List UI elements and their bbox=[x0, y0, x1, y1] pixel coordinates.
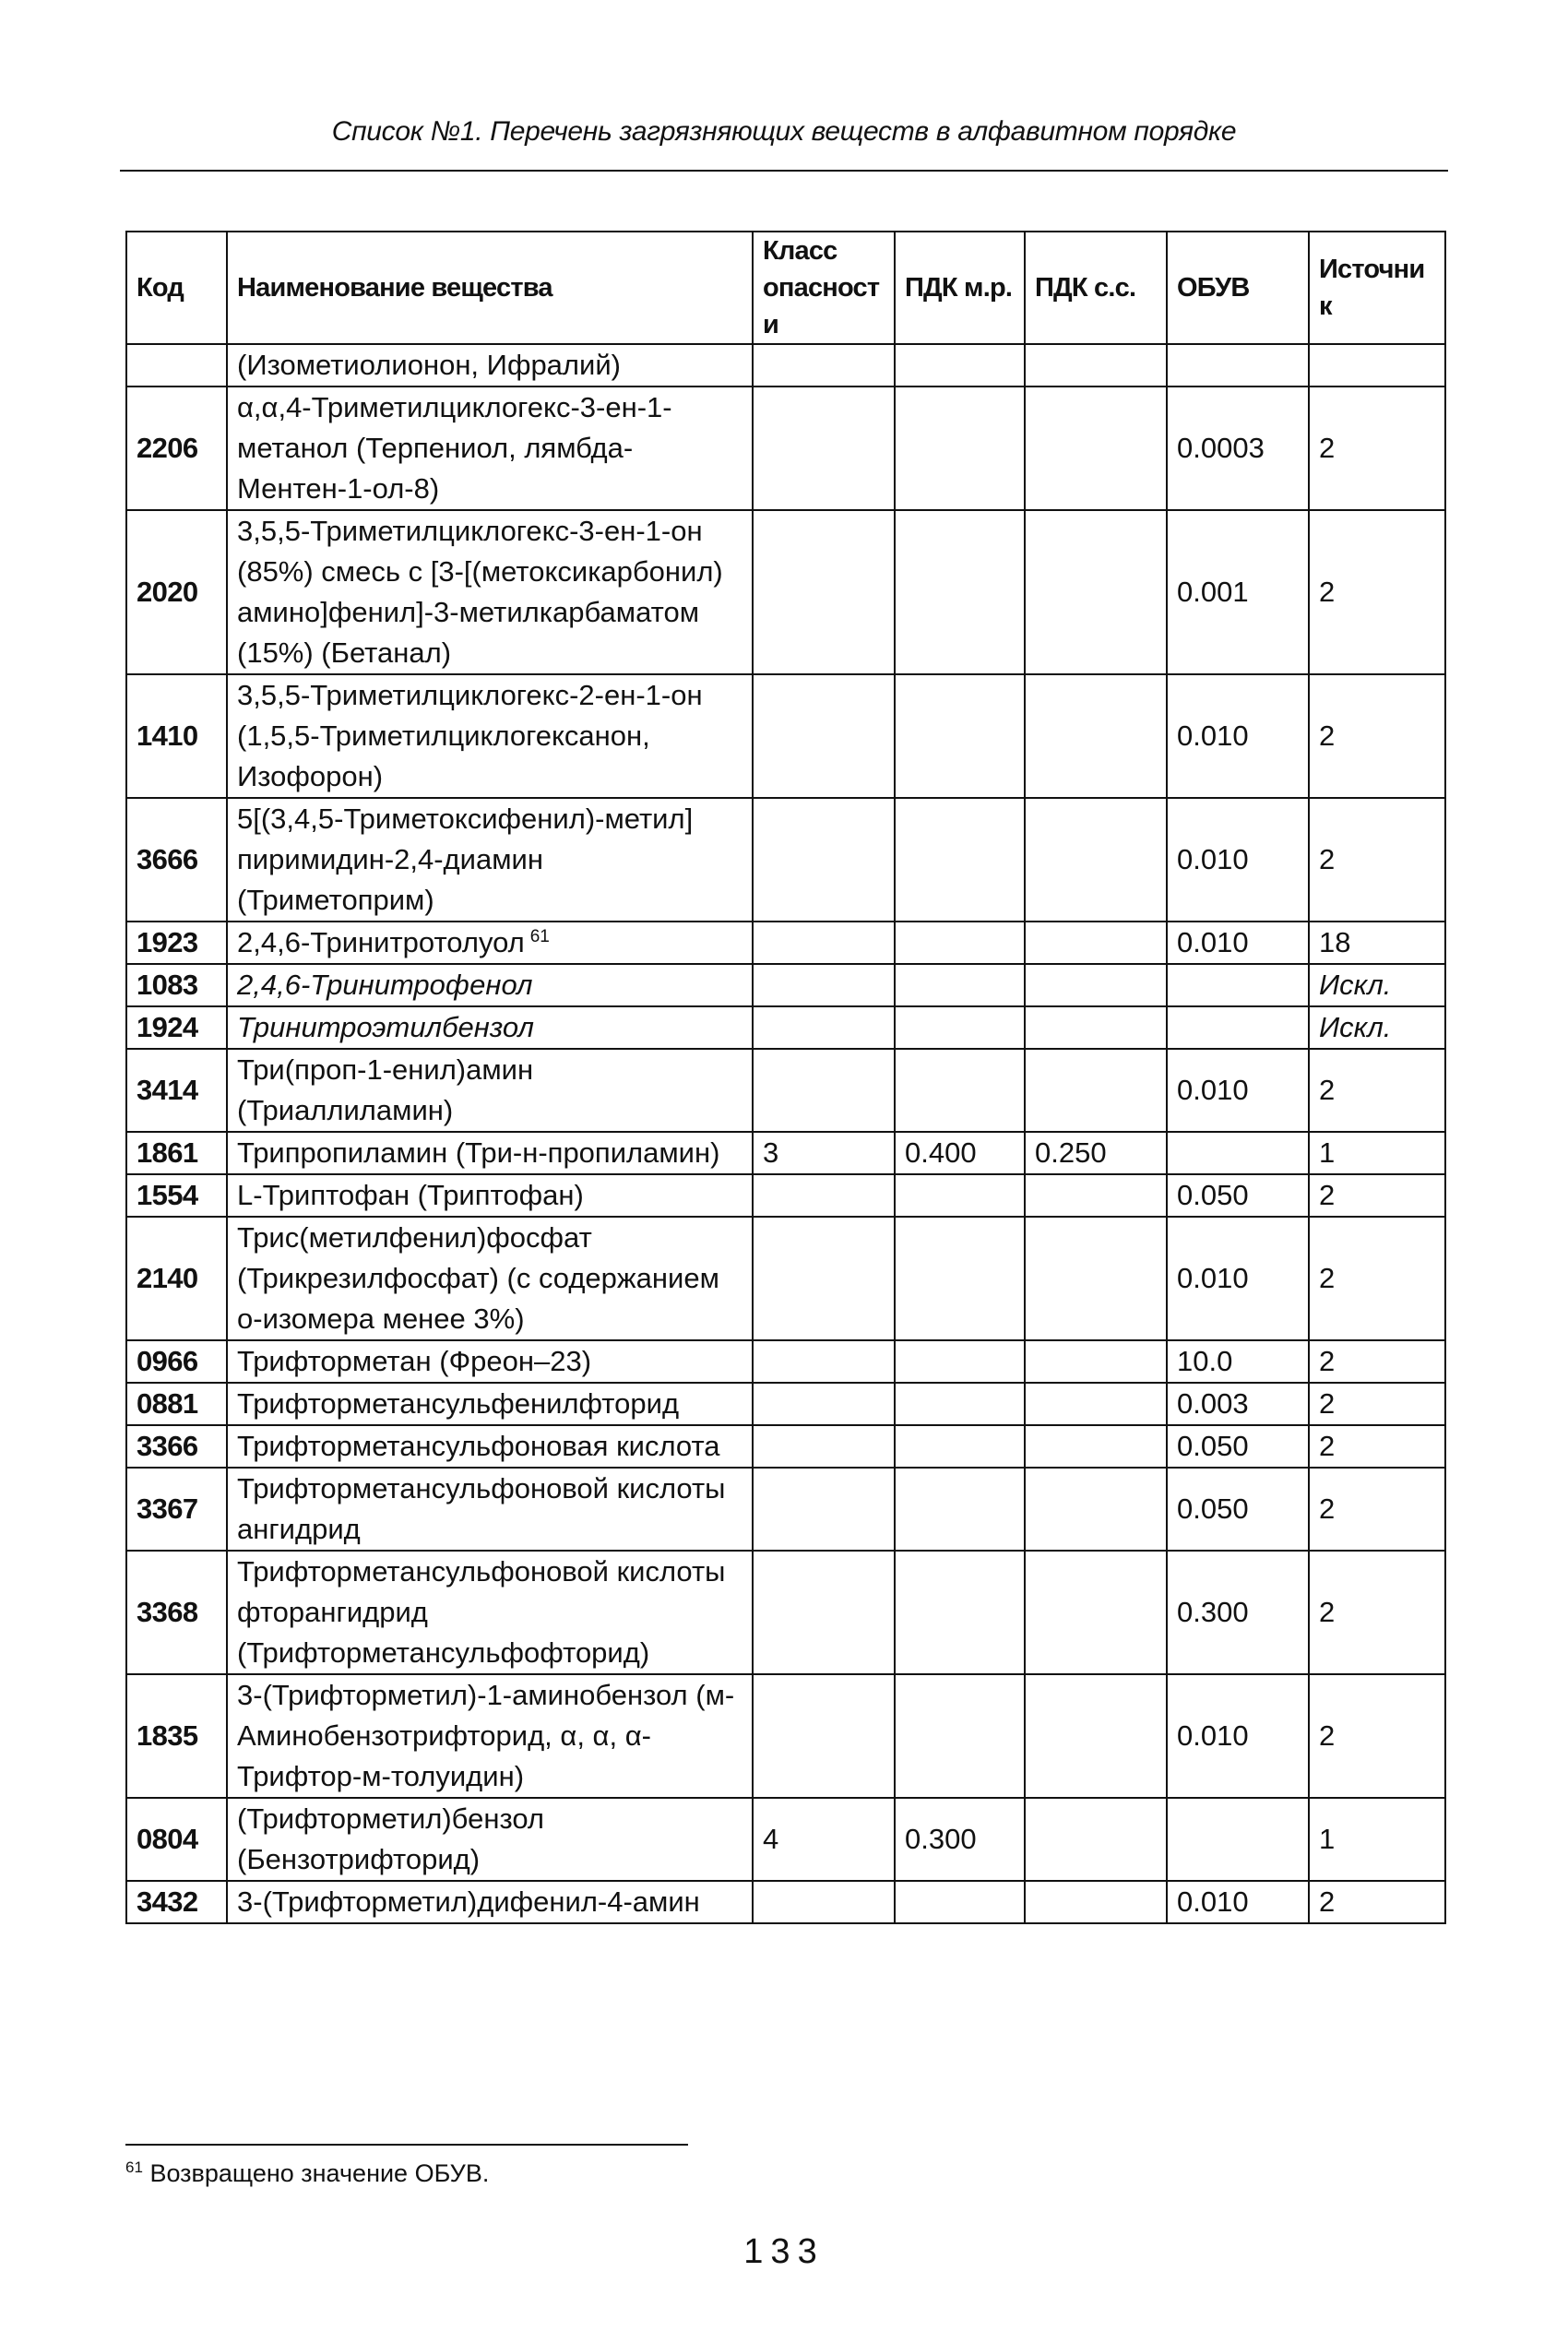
cell-name bbox=[227, 1174, 753, 1217]
cell-pdk-mr bbox=[895, 1383, 1025, 1425]
cell-obuv bbox=[1167, 1340, 1309, 1383]
table-row bbox=[126, 1881, 1445, 1923]
cell-name bbox=[227, 1132, 753, 1174]
cell-name bbox=[227, 1425, 753, 1468]
cell-code bbox=[126, 1174, 227, 1217]
cell-code bbox=[126, 1383, 227, 1425]
cell-obuv bbox=[1167, 387, 1309, 510]
cell-hazard-class bbox=[753, 1798, 895, 1881]
cell-pdk-ss bbox=[1025, 1383, 1167, 1425]
cell-hazard-class bbox=[753, 1383, 895, 1425]
cell-hazard-class bbox=[753, 1468, 895, 1551]
header-source: Источник bbox=[1309, 232, 1445, 344]
cell-code bbox=[126, 387, 227, 510]
cell-source bbox=[1309, 798, 1445, 922]
cell-obuv bbox=[1167, 510, 1309, 674]
cell-hazard-class bbox=[753, 1132, 895, 1174]
cell-code-text: 1410 bbox=[137, 720, 198, 752]
cell-name bbox=[227, 1551, 753, 1674]
cell-hazard-class bbox=[753, 798, 895, 922]
cell-code-text: 3366 bbox=[137, 1430, 198, 1462]
cell-name bbox=[227, 1798, 753, 1881]
cell-code bbox=[126, 1425, 227, 1468]
cell-obuv-text: 0.050 bbox=[1177, 1493, 1249, 1525]
cell-code-text: 3432 bbox=[137, 1885, 198, 1918]
cell-source bbox=[1309, 344, 1445, 387]
cell-obuv-text: 0.050 bbox=[1177, 1179, 1249, 1211]
cell-code bbox=[126, 922, 227, 964]
table-row bbox=[126, 1551, 1445, 1674]
footnote-text: Возвращено значение ОБУВ. bbox=[149, 2159, 490, 2187]
cell-name-text: Трифторметансульфоновой кислоты ангидрид bbox=[237, 1472, 726, 1545]
cell-code-text: 2020 bbox=[137, 576, 198, 608]
cell-obuv-text: 10.0 bbox=[1177, 1345, 1233, 1377]
cell-name-text: Трифторметан (Фреон–23) bbox=[237, 1345, 592, 1377]
cell-obuv bbox=[1167, 1551, 1309, 1674]
cell-code-text: 0804 bbox=[137, 1823, 198, 1855]
cell-name-text: Трис(метилфенил)фосфат (Трикрезилфосфат) (с содержанием о-изомера менее 3%) bbox=[237, 1221, 719, 1335]
cell-pdk-ss bbox=[1025, 798, 1167, 922]
cell-source-text: Искл. bbox=[1319, 1011, 1392, 1043]
table-row bbox=[126, 922, 1445, 964]
cell-pdk-ss bbox=[1025, 922, 1167, 964]
header-pdk-mr: ПДК м.р. bbox=[895, 232, 1025, 344]
cell-hazard-class-text: 3 bbox=[763, 1136, 779, 1169]
cell-source-text: 2 bbox=[1319, 1430, 1336, 1462]
cell-code bbox=[126, 510, 227, 674]
cell-name bbox=[227, 964, 753, 1006]
cell-source bbox=[1309, 1468, 1445, 1551]
cell-name bbox=[227, 1049, 753, 1132]
cell-code-text: 0881 bbox=[137, 1387, 198, 1420]
cell-hazard-class bbox=[753, 510, 895, 674]
cell-source-text: 2 bbox=[1319, 1262, 1336, 1294]
cell-source-text: 2 bbox=[1319, 843, 1336, 875]
cell-pdk-ss bbox=[1025, 1217, 1167, 1340]
cell-name-text: 3,5,5-Триметилциклогекс-3-ен-1-он (85%) смесь с [3-[(метоксикарбонил) амино]фенил]-3-метилкарбаматом (15%) (Бетанал) bbox=[237, 515, 723, 669]
cell-code-text: 1861 bbox=[137, 1136, 198, 1169]
cell-source bbox=[1309, 510, 1445, 674]
cell-source bbox=[1309, 1174, 1445, 1217]
cell-name-text: Трифторметансульфоновая кислота bbox=[237, 1430, 720, 1462]
cell-obuv bbox=[1167, 344, 1309, 387]
cell-pdk-mr bbox=[895, 344, 1025, 387]
cell-name bbox=[227, 1881, 753, 1923]
cell-hazard-class bbox=[753, 1049, 895, 1132]
cell-pdk-ss bbox=[1025, 387, 1167, 510]
cell-hazard-class bbox=[753, 1881, 895, 1923]
cell-code-text: 1554 bbox=[137, 1179, 198, 1211]
cell-source-text: 2 bbox=[1319, 1719, 1336, 1752]
footnote bbox=[125, 2159, 489, 2188]
cell-code bbox=[126, 1340, 227, 1383]
cell-obuv-text: 0.010 bbox=[1177, 1719, 1249, 1752]
cell-obuv-text: 0.010 bbox=[1177, 843, 1249, 875]
cell-name bbox=[227, 344, 753, 387]
cell-name-text: 5[(3,4,5-Триметоксифенил)-метил] пиримидин-2,4-диамин (Триметоприм) bbox=[237, 803, 694, 916]
cell-pdk-ss bbox=[1025, 1132, 1167, 1174]
table-row bbox=[126, 1006, 1445, 1049]
cell-hazard-class bbox=[753, 964, 895, 1006]
cell-pdk-mr bbox=[895, 1049, 1025, 1132]
cell-code-text: 0966 bbox=[137, 1345, 198, 1377]
table-row bbox=[126, 964, 1445, 1006]
cell-obuv bbox=[1167, 1468, 1309, 1551]
table-row bbox=[126, 1425, 1445, 1468]
table-row bbox=[126, 1174, 1445, 1217]
footnote-marker: 61 bbox=[125, 2159, 143, 2176]
cell-pdk-ss bbox=[1025, 1468, 1167, 1551]
cell-pdk-mr bbox=[895, 1340, 1025, 1383]
cell-pdk-mr bbox=[895, 674, 1025, 798]
cell-name bbox=[227, 1340, 753, 1383]
cell-obuv-text: 0.050 bbox=[1177, 1430, 1249, 1462]
table-row bbox=[126, 1468, 1445, 1551]
cell-code-text: 3368 bbox=[137, 1596, 198, 1628]
cell-pdk-mr bbox=[895, 510, 1025, 674]
cell-source-text: 2 bbox=[1319, 1074, 1336, 1106]
cell-pdk-mr bbox=[895, 387, 1025, 510]
cell-pdk-ss-text: 0.250 bbox=[1035, 1136, 1107, 1169]
table-row bbox=[126, 387, 1445, 510]
cell-pdk-mr bbox=[895, 1674, 1025, 1798]
cell-source bbox=[1309, 1798, 1445, 1881]
cell-pdk-mr bbox=[895, 1132, 1025, 1174]
cell-source-text: 2 bbox=[1319, 576, 1336, 608]
cell-name-text: Три(проп-1-енил)амин (Триаллиламин) bbox=[237, 1053, 534, 1126]
cell-name-text: 2,4,6-Тринитротолуол bbox=[237, 926, 525, 958]
cell-code-text: 1083 bbox=[137, 969, 198, 1001]
cell-name-text: 3-(Трифторметил)-1-аминобензол (м-Аминобензотрифторид, α, α, α-Трифтор-м-толуидин) bbox=[237, 1679, 735, 1792]
cell-name-text: Тринитроэтилбензол bbox=[237, 1011, 534, 1043]
cell-pdk-mr bbox=[895, 1425, 1025, 1468]
table-body bbox=[126, 344, 1445, 1923]
cell-source bbox=[1309, 1132, 1445, 1174]
cell-source bbox=[1309, 1551, 1445, 1674]
cell-code-text: 3414 bbox=[137, 1074, 198, 1106]
cell-name bbox=[227, 387, 753, 510]
cell-obuv bbox=[1167, 798, 1309, 922]
cell-name bbox=[227, 1468, 753, 1551]
cell-name-text: (Трифторметил)бензол (Бензотрифторид) bbox=[237, 1802, 544, 1875]
footnote-reference: 61 bbox=[529, 926, 550, 946]
cell-obuv-text: 0.001 bbox=[1177, 576, 1249, 608]
cell-obuv bbox=[1167, 922, 1309, 964]
header-hazard-class: Класс опасности bbox=[753, 232, 895, 344]
table-row bbox=[126, 1383, 1445, 1425]
cell-hazard-class bbox=[753, 1551, 895, 1674]
table-header-row bbox=[126, 232, 1445, 344]
cell-pdk-ss bbox=[1025, 964, 1167, 1006]
cell-name bbox=[227, 1674, 753, 1798]
cell-obuv-text: 0.0003 bbox=[1177, 432, 1265, 464]
cell-name-text: 3-(Трифторметил)дифенил-4-амин bbox=[237, 1885, 700, 1918]
cell-code bbox=[126, 344, 227, 387]
cell-code bbox=[126, 1217, 227, 1340]
running-head: Список №1. Перечень загрязняющих веществ в алфавитном порядке bbox=[331, 116, 1237, 147]
cell-obuv bbox=[1167, 1881, 1309, 1923]
cell-pdk-ss bbox=[1025, 1006, 1167, 1049]
cell-pdk-mr-text: 0.300 bbox=[905, 1823, 977, 1855]
cell-source bbox=[1309, 1217, 1445, 1340]
cell-source-text: 1 bbox=[1319, 1136, 1336, 1169]
cell-name bbox=[227, 798, 753, 922]
cell-name-text: Трифторметансульфенилфторид bbox=[237, 1387, 680, 1420]
cell-name-text: (Изометиолионон, Ифралий) bbox=[237, 349, 621, 381]
cell-hazard-class bbox=[753, 1674, 895, 1798]
cell-name bbox=[227, 922, 753, 964]
cell-pdk-ss bbox=[1025, 1674, 1167, 1798]
cell-name bbox=[227, 674, 753, 798]
cell-name-text: 2,4,6-Тринитрофенол bbox=[237, 969, 533, 1001]
cell-obuv-text: 0.010 bbox=[1177, 1074, 1249, 1106]
cell-code bbox=[126, 674, 227, 798]
cell-source bbox=[1309, 922, 1445, 964]
cell-hazard-class bbox=[753, 344, 895, 387]
cell-obuv bbox=[1167, 1174, 1309, 1217]
table-row bbox=[126, 1340, 1445, 1383]
cell-code bbox=[126, 1798, 227, 1881]
header-code: Код bbox=[126, 232, 227, 344]
header-rule bbox=[120, 170, 1448, 172]
cell-name bbox=[227, 510, 753, 674]
cell-obuv bbox=[1167, 1425, 1309, 1468]
cell-pdk-mr bbox=[895, 1798, 1025, 1881]
cell-source bbox=[1309, 964, 1445, 1006]
page-number: 133 bbox=[743, 2232, 825, 2271]
cell-obuv bbox=[1167, 1798, 1309, 1881]
cell-obuv-text: 0.300 bbox=[1177, 1596, 1249, 1628]
cell-source-text: Искл. bbox=[1319, 969, 1392, 1001]
cell-hazard-class-text: 4 bbox=[763, 1823, 779, 1855]
cell-source-text: 2 bbox=[1319, 1345, 1336, 1377]
cell-obuv-text: 0.010 bbox=[1177, 1262, 1249, 1294]
cell-name-text: α,α,4-Триметилциклогекс-3-ен-1-метанол (Терпениол, лямбда-Ментен-1-ол-8) bbox=[237, 391, 672, 505]
table-row bbox=[126, 1674, 1445, 1798]
cell-pdk-mr bbox=[895, 1468, 1025, 1551]
cell-code-text: 2206 bbox=[137, 432, 198, 464]
cell-code bbox=[126, 1049, 227, 1132]
table-row bbox=[126, 1798, 1445, 1881]
cell-code-text: 3367 bbox=[137, 1493, 198, 1525]
cell-hazard-class bbox=[753, 1217, 895, 1340]
cell-source-text: 2 bbox=[1319, 1596, 1336, 1628]
cell-source-text: 2 bbox=[1319, 720, 1336, 752]
cell-hazard-class bbox=[753, 1006, 895, 1049]
cell-pdk-ss bbox=[1025, 1174, 1167, 1217]
cell-code-text: 1923 bbox=[137, 926, 198, 958]
footnote-rule bbox=[125, 2144, 688, 2146]
table-row bbox=[126, 1217, 1445, 1340]
cell-name-text: L-Триптофан (Триптофан) bbox=[237, 1179, 584, 1211]
cell-code bbox=[126, 1551, 227, 1674]
cell-pdk-ss bbox=[1025, 1798, 1167, 1881]
cell-pdk-mr bbox=[895, 1551, 1025, 1674]
header-pdk-ss: ПДК с.с. bbox=[1025, 232, 1167, 344]
cell-pdk-mr bbox=[895, 1006, 1025, 1049]
cell-source bbox=[1309, 1049, 1445, 1132]
cell-hazard-class bbox=[753, 1425, 895, 1468]
cell-name-text: 3,5,5-Триметилциклогекс-2-ен-1-он (1,5,5-Триметилциклогексанон, Изофорон) bbox=[237, 679, 703, 792]
cell-pdk-mr-text: 0.400 bbox=[905, 1136, 977, 1169]
cell-obuv bbox=[1167, 1132, 1309, 1174]
cell-name bbox=[227, 1383, 753, 1425]
cell-code-text: 2140 bbox=[137, 1262, 198, 1294]
cell-hazard-class bbox=[753, 387, 895, 510]
cell-obuv bbox=[1167, 1049, 1309, 1132]
cell-source-text: 18 bbox=[1319, 926, 1351, 958]
cell-pdk-mr bbox=[895, 922, 1025, 964]
cell-code bbox=[126, 1468, 227, 1551]
cell-pdk-ss bbox=[1025, 1340, 1167, 1383]
cell-source-text: 2 bbox=[1319, 1885, 1336, 1918]
cell-code bbox=[126, 1132, 227, 1174]
cell-pdk-mr bbox=[895, 1881, 1025, 1923]
cell-pdk-ss bbox=[1025, 1551, 1167, 1674]
cell-name bbox=[227, 1217, 753, 1340]
cell-obuv-text: 0.010 bbox=[1177, 1885, 1249, 1918]
cell-source bbox=[1309, 387, 1445, 510]
cell-obuv bbox=[1167, 1006, 1309, 1049]
table-row bbox=[126, 1132, 1445, 1174]
cell-code bbox=[126, 1006, 227, 1049]
cell-code bbox=[126, 964, 227, 1006]
cell-code-text: 3666 bbox=[137, 843, 198, 875]
cell-name-text: Трипропиламин (Три-н-пропиламин) bbox=[237, 1136, 720, 1169]
table-row bbox=[126, 344, 1445, 387]
cell-pdk-mr bbox=[895, 964, 1025, 1006]
cell-source-text: 2 bbox=[1319, 1387, 1336, 1420]
cell-obuv-text: 0.003 bbox=[1177, 1387, 1249, 1420]
cell-source bbox=[1309, 1383, 1445, 1425]
cell-pdk-ss bbox=[1025, 1881, 1167, 1923]
cell-source bbox=[1309, 674, 1445, 798]
cell-name bbox=[227, 1006, 753, 1049]
cell-code-text: 1835 bbox=[137, 1719, 198, 1752]
table-row bbox=[126, 510, 1445, 674]
cell-pdk-ss bbox=[1025, 344, 1167, 387]
cell-source bbox=[1309, 1674, 1445, 1798]
cell-obuv bbox=[1167, 1383, 1309, 1425]
cell-obuv bbox=[1167, 1217, 1309, 1340]
cell-code bbox=[126, 1674, 227, 1798]
cell-code-text: 1924 bbox=[137, 1011, 198, 1043]
cell-source-text: 2 bbox=[1319, 432, 1336, 464]
cell-obuv bbox=[1167, 964, 1309, 1006]
cell-source-text: 1 bbox=[1319, 1823, 1336, 1855]
cell-source bbox=[1309, 1340, 1445, 1383]
cell-code bbox=[126, 798, 227, 922]
cell-pdk-ss bbox=[1025, 1049, 1167, 1132]
cell-source bbox=[1309, 1425, 1445, 1468]
cell-pdk-ss bbox=[1025, 510, 1167, 674]
cell-pdk-mr bbox=[895, 1217, 1025, 1340]
cell-obuv-text: 0.010 bbox=[1177, 720, 1249, 752]
cell-name-text: Трифторметансульфоновой кислоты фторангидрид (Трифторметансульфофторид) bbox=[237, 1555, 726, 1669]
cell-source bbox=[1309, 1006, 1445, 1049]
cell-hazard-class bbox=[753, 922, 895, 964]
cell-pdk-mr bbox=[895, 1174, 1025, 1217]
cell-source-text: 2 bbox=[1319, 1179, 1336, 1211]
cell-obuv bbox=[1167, 1674, 1309, 1798]
cell-obuv-text: 0.010 bbox=[1177, 926, 1249, 958]
substances-table bbox=[125, 231, 1446, 1924]
cell-source-text: 2 bbox=[1319, 1493, 1336, 1525]
table-row bbox=[126, 674, 1445, 798]
cell-hazard-class bbox=[753, 674, 895, 798]
header-name: Наименование вещества bbox=[227, 232, 753, 344]
cell-obuv bbox=[1167, 674, 1309, 798]
cell-hazard-class bbox=[753, 1174, 895, 1217]
cell-pdk-ss bbox=[1025, 674, 1167, 798]
table-row bbox=[126, 798, 1445, 922]
cell-pdk-ss bbox=[1025, 1425, 1167, 1468]
cell-code bbox=[126, 1881, 227, 1923]
cell-hazard-class bbox=[753, 1340, 895, 1383]
header-obuv: ОБУВ bbox=[1167, 232, 1309, 344]
cell-pdk-mr bbox=[895, 798, 1025, 922]
cell-source bbox=[1309, 1881, 1445, 1923]
table-row bbox=[126, 1049, 1445, 1132]
